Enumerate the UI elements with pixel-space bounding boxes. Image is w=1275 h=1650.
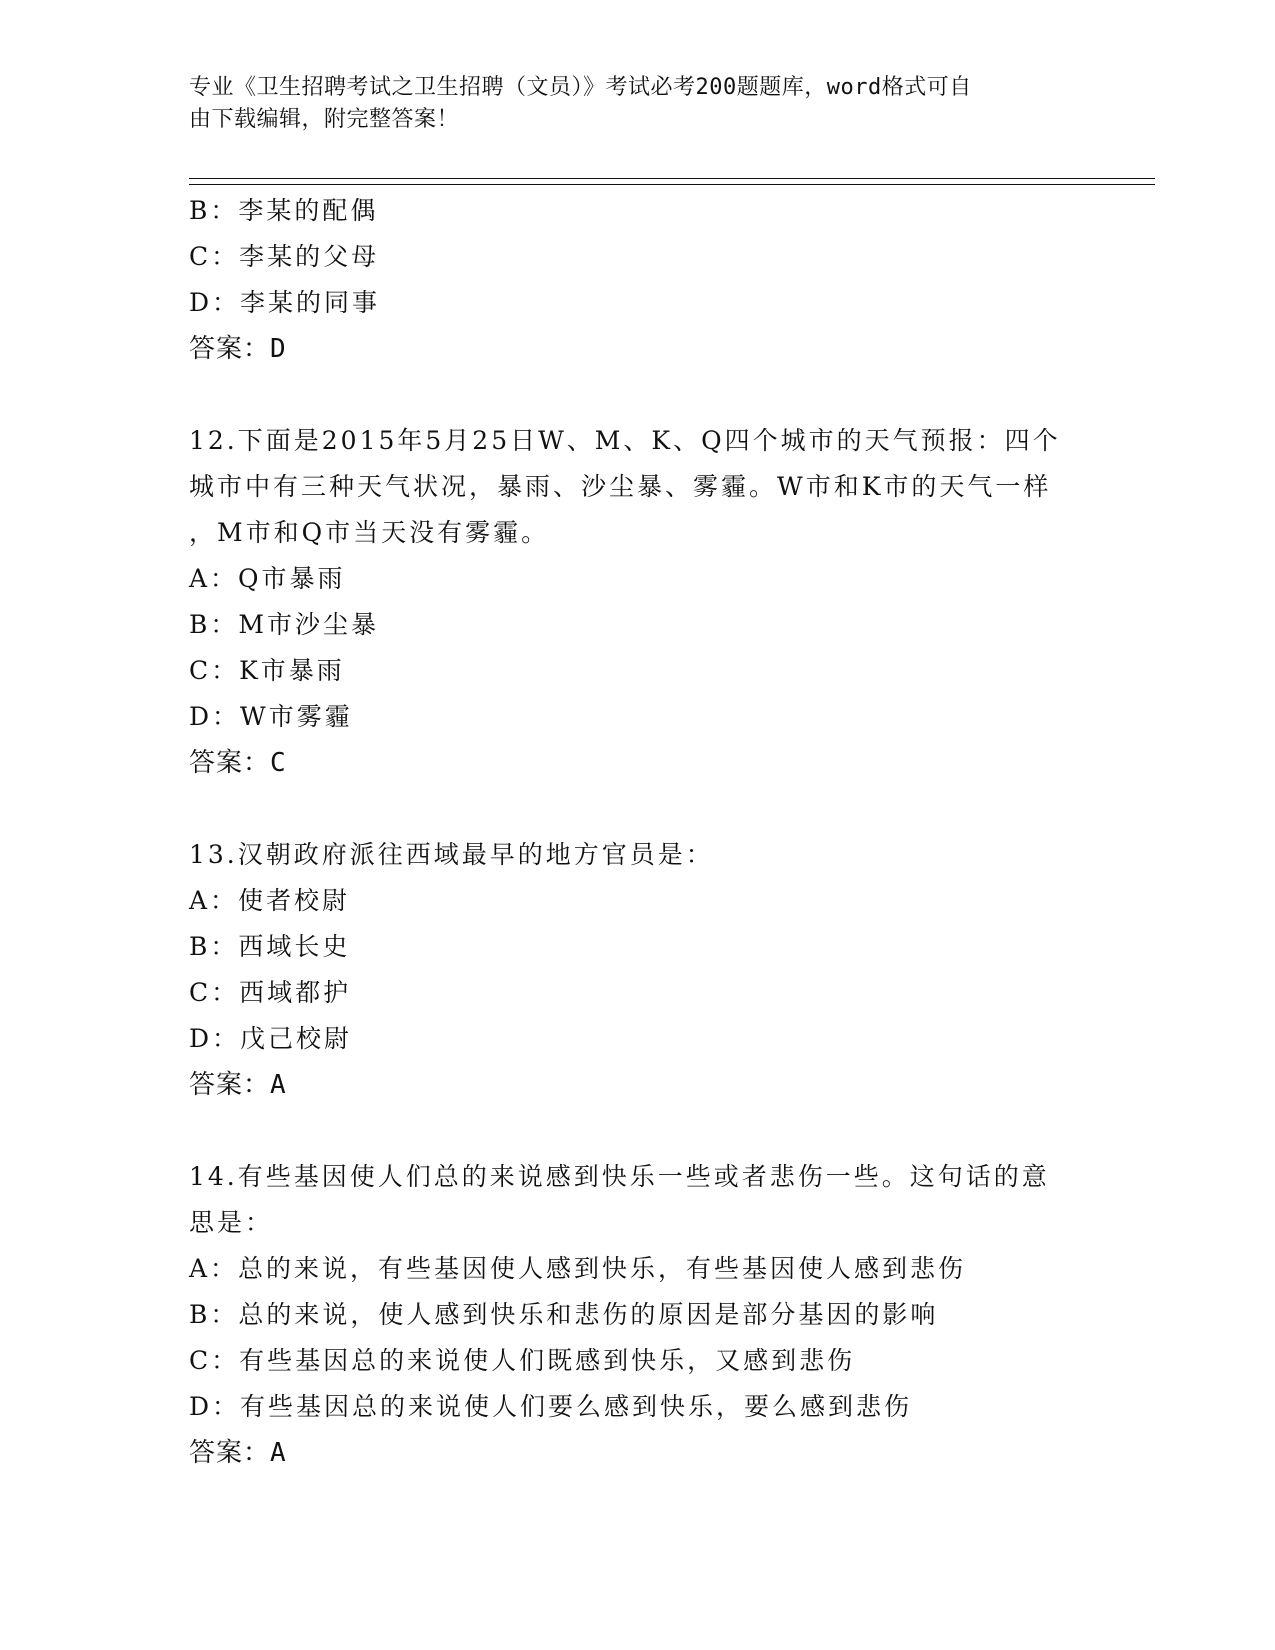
header-note — [189, 72, 1089, 136]
question-13 — [189, 832, 1089, 1108]
option-d: D：李某的同事 — [189, 288, 381, 317]
option-a: A：总的来说，有些基因使人感到快乐，有些基因使人感到悲伤 — [189, 1254, 967, 1283]
question-stem-line: 思是： — [189, 1208, 274, 1237]
option-c: C：李某的父母 — [189, 242, 380, 271]
header-rule-bottom — [189, 184, 1155, 185]
prev-question-block — [189, 188, 1089, 372]
question-stem-line: ，M市和Q市当天没有雾霾。 — [189, 518, 550, 547]
option-b: B：总的来说，使人感到快乐和悲伤的原因是部分基因的影响 — [189, 1300, 939, 1329]
header-rule-top — [189, 178, 1155, 179]
option-c: C：有些基因总的来说使人们既感到快乐，又感到悲伤 — [189, 1346, 856, 1375]
spacer — [189, 786, 1089, 832]
question-stem-line: 14.有些基因使人们总的来说感到快乐一些或者悲伤一些。这句话的意 — [189, 1162, 1050, 1191]
option-d: D：W市雾霾 — [189, 702, 353, 731]
answer-text: 答案：A — [189, 1438, 287, 1468]
option-c: C：K市暴雨 — [189, 656, 345, 685]
answer-text: 答案：A — [189, 1070, 287, 1100]
answer-text: 答案：C — [189, 748, 287, 778]
spacer — [189, 372, 1089, 418]
option-b: B：李某的配偶 — [189, 196, 379, 225]
header-note-line-1: 专业《卫生招聘考试之卫生招聘（文员）》考试必考200题题库，word格式可自 — [189, 75, 972, 100]
option-b: B：M市沙尘暴 — [189, 610, 379, 639]
question-12 — [189, 418, 1089, 786]
option-d: D：戊己校尉 — [189, 1024, 353, 1053]
question-14 — [189, 1154, 1089, 1476]
question-stem-line: 城市中有三种天气状况，暴雨、沙尘暴、雾霾。W市和K市的天气一样 — [189, 472, 1052, 501]
question-stem-line: 13.汉朝政府派往西域最早的地方官员是： — [189, 840, 714, 869]
header-note-line-2: 由下载编辑，附完整答案！ — [189, 107, 460, 132]
question-stem-line: 12.下面是2015年5月25日W、M、K、Q四个城市的天气预报：四个 — [189, 426, 1061, 455]
option-a: A：Q市暴雨 — [189, 564, 346, 593]
option-a: A：使者校尉 — [189, 886, 351, 915]
question-list — [189, 188, 1089, 1476]
option-b: B：西域长史 — [189, 932, 351, 961]
spacer — [189, 1108, 1089, 1154]
option-d: D：有些基因总的来说使人们要么感到快乐，要么感到悲伤 — [189, 1392, 913, 1421]
answer-text: 答案：D — [189, 334, 287, 364]
option-c: C：西域都护 — [189, 978, 352, 1007]
